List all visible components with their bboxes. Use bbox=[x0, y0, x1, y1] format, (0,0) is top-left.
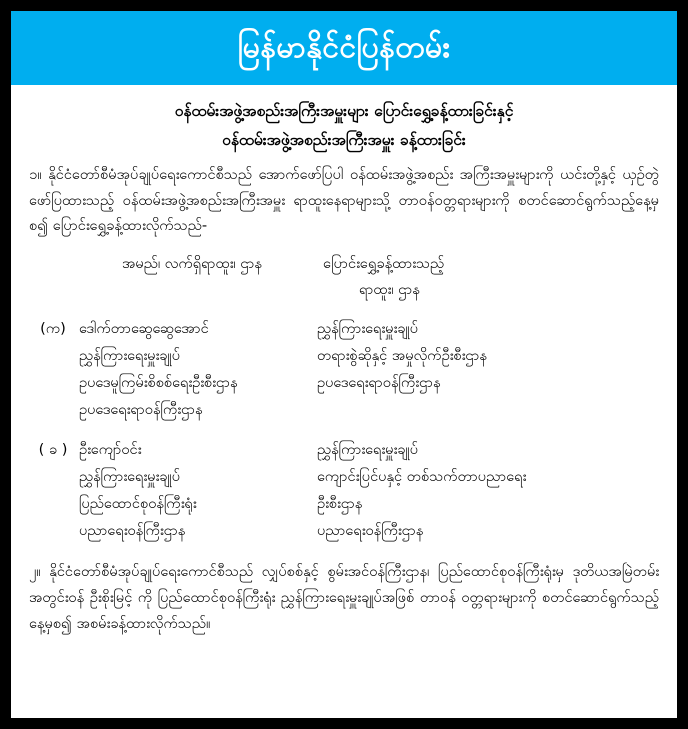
entry-new-rank: ညွှန်ကြားရေးမှူးချုပ် bbox=[317, 320, 419, 338]
gazette-title: မြန်မာနိုင်ငံပြန်တမ်း bbox=[237, 30, 451, 65]
document-content bbox=[11, 85, 677, 637]
document-page bbox=[11, 11, 677, 718]
entry-marker: (က) bbox=[40, 320, 66, 338]
entry-current-department: ဥပဒေမူကြမ်းစိစစ်ရေးဦးစီးဌာန bbox=[79, 374, 238, 392]
entry-current-department: ပြည်ထောင်စုဝန်ကြီးရုံး bbox=[79, 495, 197, 513]
entry-new-department: တရားစွဲဆိုနှင့် အမှုလိုက်ဦးစီးဌာန bbox=[317, 347, 487, 365]
appointment-entry bbox=[27, 437, 661, 545]
entry-name: ဦးကျော်ဝင်း bbox=[79, 441, 142, 459]
entry-new-rank: ညွှန်ကြားရေးမှူးချုပ် bbox=[317, 441, 419, 459]
column-header-right-line-1: ပြောင်းရွှေ့ခန့်ထားသည့် bbox=[323, 254, 445, 272]
entry-new-department: ကျောင်းပြင်ပနှင့် တစ်သက်တာပညာရေး bbox=[317, 468, 527, 486]
document-subtitle bbox=[27, 97, 661, 154]
entry-current-details bbox=[79, 437, 317, 545]
subtitle-line-1: ဝန်ထမ်းအဖွဲ့အစည်းအကြီးအမှူးများ ပြောင်းရွှေ့ခန့်ထားခြင်းနှင့် bbox=[174, 102, 514, 120]
entry-new-department-2: ဦးစီးဌာန bbox=[317, 495, 363, 513]
paragraph-2: ၂။ နိုင်ငံတော်စီမံအုပ်ချုပ်ရေးကောင်စီသည် လျှပ်စစ်နှင့် စွမ်းအင်ဝန်ကြီးဌာန၊ ပြည်ထောင်စုဝန်ကြီးရုံးမှ ဒုတိယအမြဲတမ်းအတွင်းဝန် ဦးစိုးမြင့် ကို ပြည်ထောင်စုဝန်ကြီးရုံး ညွှန်ကြားရေးမှူးချုပ်အဖြစ် တာဝန် ဝတ္တရားများကို စတင်ဆောင်ရွက်သည့်နေ့မှစ၍ အစမ်းခန့်ထားလိုက်သည်။ bbox=[29, 563, 659, 633]
column-header-right-line-2: ရာထူး၊ ဌာန bbox=[359, 281, 420, 299]
appointment-entry bbox=[27, 316, 661, 424]
column-header-left: အမည်၊ လက်ရှိရာထူး၊ ဌာန bbox=[122, 254, 262, 272]
entry-current-rank: ညွှန်ကြားရေးမှူးချုပ် bbox=[79, 468, 181, 486]
entry-current-ministry: ဥပဒေရေးရာဝန်ကြီးဌာန bbox=[79, 401, 203, 419]
entry-current-ministry: ပညာရေးဝန်ကြီးဌာန bbox=[79, 522, 186, 540]
gazette-banner bbox=[11, 11, 677, 85]
subtitle-line-2: ဝန်ထမ်းအဖွဲ့အစည်းအကြီးအမှူး ခန့်ထားခြင်း bbox=[222, 130, 466, 149]
entry-new-ministry: ပညာရေးဝန်ကြီးဌာန bbox=[317, 522, 424, 540]
entry-name: ဒေါက်တာဆွေဆွေအောင် bbox=[79, 320, 209, 338]
paragraph-1: ၁။ နိုင်ငံတော်စီမံအုပ်ချုပ်ရေးကောင်စီသည် အောက်ဖော်ပြပါ ဝန်ထမ်းအဖွဲ့အစည်း အကြီးအမှူးများကို ယင်းတို့နှင့် ယှဉ်တွဲဖော်ပြထားသည့် ဝန်ထမ်းအဖွဲ့အစည်းအကြီးအမှူး ရာထူးနေရာများသို့ တာဝန်ဝတ္တရားများကို စတင်ဆောင်ရွက်သည့်နေ့မှစ၍ ပြောင်းရွှေ့ခန့်ထားလိုက်သည်- bbox=[29, 166, 659, 235]
column-headers bbox=[27, 251, 661, 304]
entry-current-rank: ညွှန်ကြားရေးမှူးချုပ် bbox=[79, 347, 181, 365]
entry-marker: ( ခ ) bbox=[38, 441, 68, 459]
entry-new-ministry: ဥပဒေရေးရာဝန်ကြီးဌာန bbox=[317, 374, 441, 392]
entry-new-details bbox=[317, 437, 661, 545]
entry-current-details bbox=[79, 316, 317, 424]
entry-new-details bbox=[317, 316, 661, 424]
column-header-right bbox=[317, 251, 661, 304]
